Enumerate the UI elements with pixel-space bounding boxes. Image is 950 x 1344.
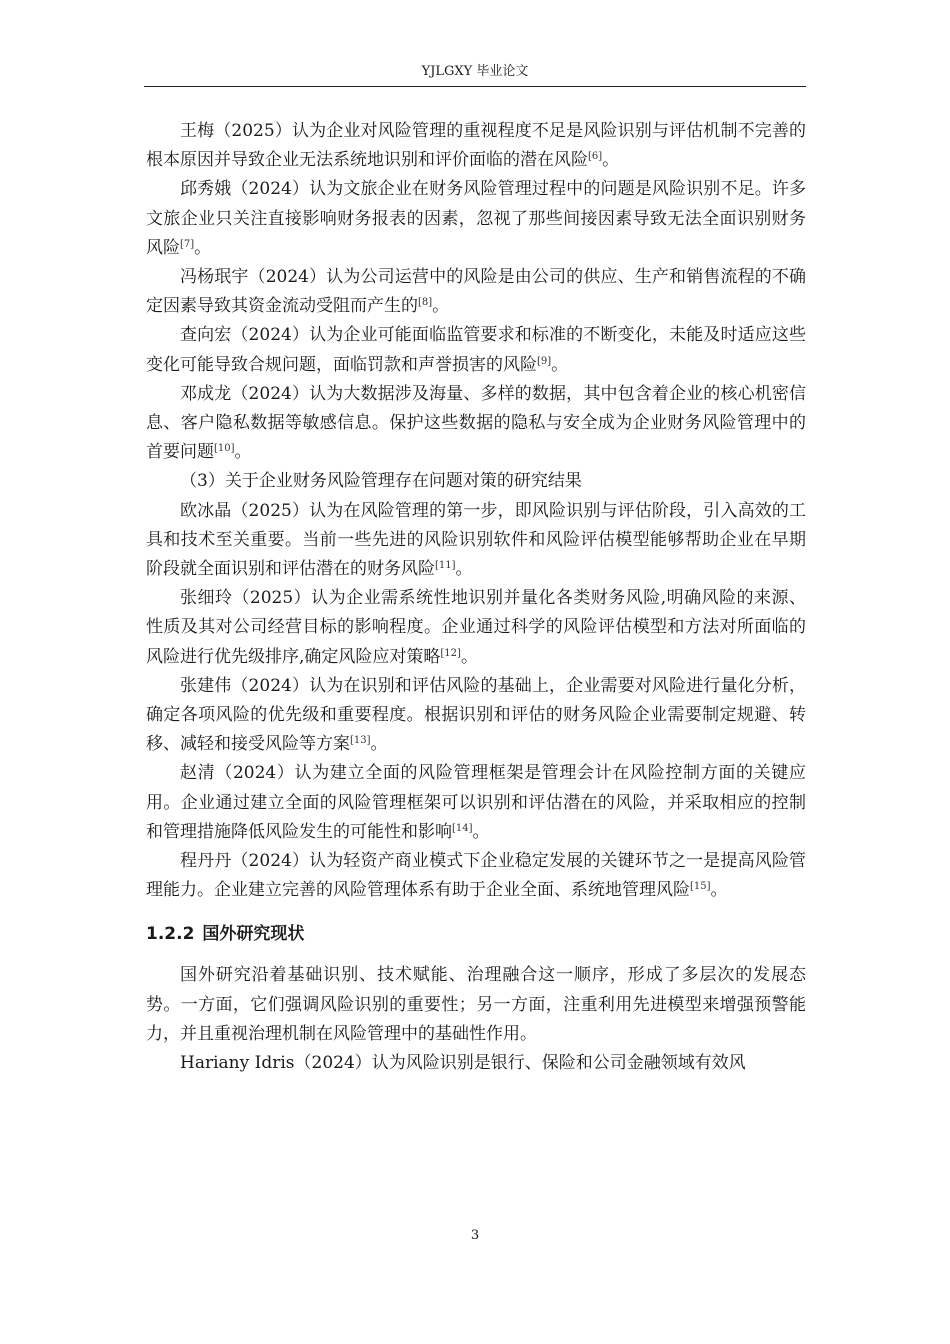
paragraph: 王梅（2025）认为企业对风险管理的重视程度不足是风险识别与评估机制不完善的根本原因并导致企业无法系统地识别和评价面临的潜在风险[6]。 — [146, 121, 806, 171]
paragraph: 张细玲（2025）认为企业需系统性地识别并量化各类财务风险,明确风险的来源、性质及其对公司经营目标的影响程度。企业通过科学的风险评估模型和方法对所面临的风险进行优先级排序,确定风险应对策略[12]。 — [146, 588, 806, 667]
citation: [8] — [418, 297, 433, 309]
section-heading — [146, 922, 806, 946]
body-text — [146, 117, 806, 1078]
citation: [6] — [588, 151, 603, 163]
paragraph: 程丹丹（2024）认为轻资产商业模式下企业稳定发展的关键环节之一是提高风险管理能力。企业建立完善的风险管理体系有助于企业全面、系统地管理风险[15]。 — [146, 851, 806, 901]
page-number: 3 — [470, 1228, 480, 1243]
paragraph: 赵清（2024）认为建立全面的风险管理框架是管理会计在风险控制方面的关键应用。企业通过建立全面的风险管理框架可以识别和评估潜在的风险，并采取相应的控制和管理措施降低风险发生的可能性和影响[14]。 — [146, 763, 806, 842]
citation: [12] — [440, 647, 461, 659]
citation: [9] — [537, 355, 552, 367]
header-title: YJLGXY 毕业论文 — [421, 64, 529, 79]
page-header — [144, 63, 806, 87]
citation: [11] — [435, 560, 456, 572]
subheading: （3）关于企业财务风险管理存在问题对策的研究结果 — [180, 471, 582, 492]
paragraph: 查向宏（2024）认为企业可能面临监管要求和标准的不断变化，未能及时适应这些变化可能导致合规问题，面临罚款和声誉损害的风险[9]。 — [146, 325, 806, 375]
citation: [14] — [452, 822, 473, 834]
paragraph: 张建伟（2024）认为在识别和评估风险的基础上，企业需要对风险进行量化分析，确定各项风险的优先级和重要程度。根据识别和评估的财务风险企业需要制定规避、转移、减轻和接受风险等方案[13]。 — [146, 675, 806, 755]
citation: [7] — [180, 238, 195, 250]
paragraph: 邓成龙（2024）认为大数据涉及海量、多样的数据，其中包含着企业的核心机密信息、客户隐私数据等敏感信息。保护这些数据的隐私与安全成为企业财务风险管理中的首要问题[10]。 — [146, 383, 806, 463]
paragraph: 邱秀娥（2024）认为文旅企业在财务风险管理过程中的问题是风险识别不足。许多文旅企业只关注直接影响财务报表的因素，忽视了那些间接因素导致无法全面识别财务风险[7]。 — [146, 179, 806, 258]
paragraph: Hariany Idris（2024）认为风险识别是银行、保险和公司金融领域有效风 — [180, 1053, 746, 1074]
citation: [10] — [214, 443, 235, 455]
citation: [15] — [690, 881, 711, 893]
paragraph: 国外研究沿着基础识别、技术赋能、治理融合这一顺序，形成了多层次的发展态势。一方面，它们强调风险识别的重要性；另一方面，注重利用先进模型来增强预警能力，并且重视治理机制在风险管理中的基础性作用。 — [146, 965, 806, 1044]
section-number: 1.2.2 — [146, 924, 195, 945]
citation: [13] — [350, 735, 371, 747]
paragraph: 冯杨珉宇（2024）认为公司运营中的风险是由公司的供应、生产和销售流程的不确定因素导致其资金流动受阻而产生的[8]。 — [146, 267, 806, 317]
section-title: 国外研究现状 — [202, 924, 305, 945]
paragraph: 欧冰晶（2025）认为在风险管理的第一步，即风险识别与评估阶段，引入高效的工具和技术至关重要。当前一些先进的风险识别软件和风险评估模型能够帮助企业在早期阶段就全面识别和评估潜在的财务风险[11]。 — [146, 500, 806, 580]
